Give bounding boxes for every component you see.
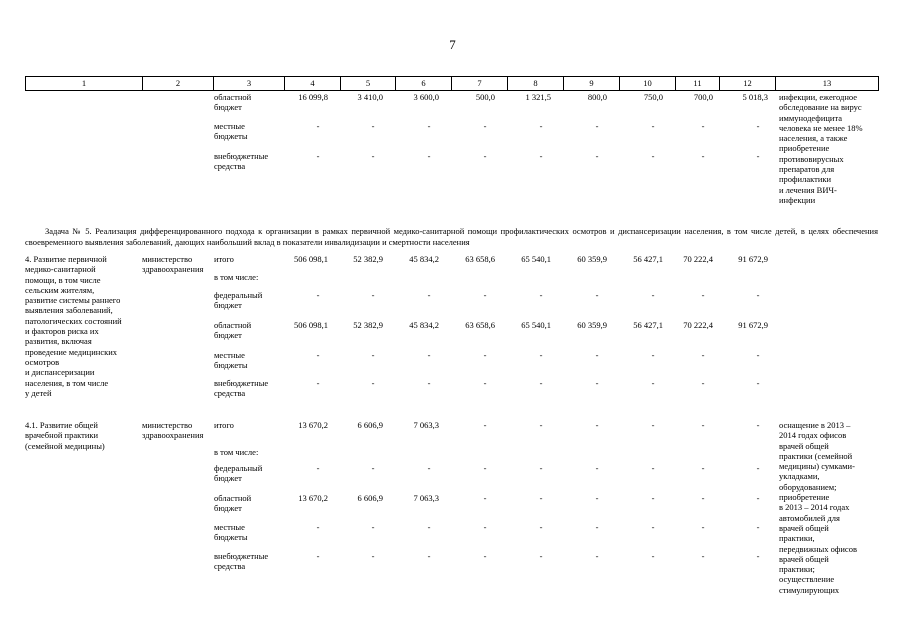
block3-value-cell: 6 606,9: [357, 420, 383, 430]
block3-name-line: врачебной практики: [25, 430, 99, 441]
block2-value-cell: -: [701, 290, 705, 300]
block2-value-cell: 506 098,1: [294, 254, 328, 264]
block2-source-label: [214, 378, 268, 399]
block2-value-cell: -: [483, 350, 487, 360]
block3-value-cell: -: [651, 420, 655, 430]
block1-value-cell: -: [595, 121, 599, 131]
block2-value-cell: -: [701, 350, 705, 360]
block2-value-cell: 60 359,9: [577, 254, 607, 264]
column-number: 8: [508, 77, 564, 91]
block2-value-cell: 70 222,4: [683, 320, 713, 330]
block2-value-cell: 63 658,6: [465, 254, 495, 264]
block3-source-label: [214, 493, 251, 514]
block1-note-line: и лечения ВИЧ-: [779, 184, 837, 195]
block2-value-cell: 60 359,9: [577, 320, 607, 330]
block2-executor-line: министерство: [142, 254, 193, 264]
block1-source-label: [214, 121, 248, 142]
block3-note-line: в 2013 – 2014 годах: [779, 502, 850, 513]
block1-note-line: иммунодефицита: [779, 112, 843, 123]
block2-source-label-line: итого: [214, 254, 234, 264]
block3-note-line: практики (семейной: [779, 450, 853, 461]
block3-note-line: практики,: [779, 533, 815, 544]
block3-value-cell: -: [371, 551, 375, 561]
block2-value-cell: -: [427, 350, 431, 360]
block2-executor-line: здравоохранения: [142, 264, 204, 275]
block1-value-cell: 750,0: [643, 92, 663, 102]
block1-value-cell: -: [756, 121, 760, 131]
block2-value-cell: -: [595, 378, 599, 388]
column-number: 12: [720, 77, 776, 91]
block2-name-line: населения, в том числе: [25, 377, 109, 388]
block3-value-cell: -: [595, 551, 599, 561]
block1-value-cell: 500,0: [475, 92, 495, 102]
block3-value-cell: -: [701, 420, 705, 430]
block3-executor: [142, 420, 203, 441]
block1-source-label-line: областной: [214, 92, 252, 102]
block2-value-cell: -: [316, 290, 320, 300]
block3-value-cell: -: [651, 463, 655, 473]
block2-value-cell: -: [316, 350, 320, 360]
block2-value-cell: -: [371, 290, 375, 300]
block3-executor-line: министерство: [142, 420, 193, 430]
block3-value-cell: 6 606,9: [357, 493, 383, 503]
block2-value-cell: 70 222,4: [683, 254, 713, 264]
block3-value-cell: 13 670,2: [298, 493, 328, 503]
block3-value-cell: -: [595, 493, 599, 503]
block3-source-label: [214, 447, 258, 457]
column-number: 6: [396, 77, 452, 91]
block3-value-cell: -: [539, 463, 543, 473]
block3-value-cell: -: [371, 463, 375, 473]
block2-value-cell: 45 834,2: [409, 320, 439, 330]
block3-value-cell: -: [756, 420, 760, 430]
block1-note-line: человека не менее 18%: [779, 122, 863, 133]
block2-name-line: развития, включая: [25, 336, 92, 347]
block2-value-cell: 65 540,1: [521, 254, 551, 264]
column-number: 4: [285, 77, 341, 91]
block3-note-line: оборудованием;: [779, 481, 837, 492]
block2-value-cell: -: [539, 378, 543, 388]
block3-name-line: (семейной медицины): [25, 440, 105, 451]
block2-value-cell: -: [483, 290, 487, 300]
block1-source-label-line: бюджеты: [214, 131, 248, 142]
block1-note-line: препаратов для: [779, 164, 835, 175]
block2-value-cell: -: [701, 378, 705, 388]
block3-value-cell: -: [756, 493, 760, 503]
block3-value-cell: 7 063,3: [413, 493, 439, 503]
block3-value-cell: -: [539, 522, 543, 532]
block3-note-line: стимулирующих: [779, 584, 840, 595]
column-number: 13: [776, 77, 879, 91]
block3-source-label: [214, 551, 268, 572]
block3-note-line: практики;: [779, 564, 815, 575]
block3-source-label: [214, 522, 248, 543]
block2-name-line: развитие системы раннего: [25, 295, 121, 306]
block2-name-line: выявления заболеваний,: [25, 305, 113, 316]
block1-note-line: приобретение: [779, 143, 830, 154]
block3-source-label-line: средства: [214, 561, 246, 572]
block2-value-cell: 63 658,6: [465, 320, 495, 330]
block3-source-label-line: внебюджетные: [214, 551, 269, 561]
block3-value-cell: -: [595, 463, 599, 473]
block3-value-cell: -: [595, 420, 599, 430]
column-number: 2: [143, 77, 214, 91]
block2-source-label-line: бюджет: [214, 300, 242, 311]
column-number: 11: [676, 77, 720, 91]
block2-value-cell: 45 834,2: [409, 254, 439, 264]
block3-source-label-line: итого: [214, 420, 234, 430]
block3-source-label-line: в том числе:: [214, 447, 259, 457]
block3-note-line: врачей общей: [779, 522, 829, 533]
block2-source-label-line: бюджет: [214, 330, 242, 341]
block2-name-line: проведение медицинских: [25, 346, 118, 357]
block1-value-cell: -: [427, 151, 431, 161]
block1-source-label-line: средства: [214, 161, 246, 172]
block2-value-cell: -: [539, 290, 543, 300]
block2-value-cell: -: [595, 350, 599, 360]
block1-source-label-line: бюджет: [214, 102, 242, 113]
block1-value-cell: -: [701, 121, 705, 131]
block3-note-line: передвижных офисов: [779, 543, 857, 554]
block3-note-line: приобретение: [779, 492, 830, 503]
block2-source-label: [214, 290, 262, 311]
block3-value-cell: -: [701, 522, 705, 532]
block3-value-cell: 13 670,2: [298, 420, 328, 430]
block1-note-line: профилактики: [779, 174, 832, 185]
block2-value-cell: 52 382,9: [353, 254, 383, 264]
block1-value-cell: -: [427, 121, 431, 131]
column-number: 3: [214, 77, 285, 91]
block2-value-cell: -: [316, 378, 320, 388]
block3-note-line: врачей общей: [779, 440, 829, 451]
block3-source-label-line: местные: [214, 522, 245, 532]
block1-value-cell: -: [756, 151, 760, 161]
block2-value-cell: -: [539, 350, 543, 360]
block2-value-cell: 52 382,9: [353, 320, 383, 330]
block2-source-label: [214, 320, 251, 341]
block1-value-cell: -: [539, 151, 543, 161]
block2-source-label-line: внебюджетные: [214, 378, 269, 388]
block2-name: [25, 254, 122, 398]
block3-value-cell: -: [701, 493, 705, 503]
block1-value-cell: -: [483, 151, 487, 161]
block3-source-label: [214, 463, 262, 484]
block3-value-cell: -: [756, 551, 760, 561]
block2-name-line: медико-санитарной: [25, 264, 96, 275]
block2-value-cell: -: [371, 378, 375, 388]
block1-source-label: [214, 151, 268, 172]
block2-source-label: [214, 350, 248, 371]
block2-value-cell: 56 427,1: [633, 254, 663, 264]
block3-value-cell: -: [316, 463, 320, 473]
block3-value-cell: -: [651, 493, 655, 503]
block3-source-label-line: бюджет: [214, 473, 242, 484]
block3-value-cell: -: [483, 493, 487, 503]
block3-value-cell: 7 063,3: [413, 420, 439, 430]
column-number: 7: [452, 77, 508, 91]
block2-value-cell: -: [483, 378, 487, 388]
block1-value-cell: -: [371, 151, 375, 161]
block3-value-cell: -: [701, 551, 705, 561]
block2-value-cell: -: [651, 350, 655, 360]
block1-note-line: населения, а также: [779, 133, 848, 144]
block3-source-label-line: бюджет: [214, 503, 242, 514]
block1-value-cell: 700,0: [693, 92, 713, 102]
block1-value-cell: -: [651, 121, 655, 131]
block1-value-cell: 3 410,0: [357, 92, 383, 102]
block3-value-cell: -: [483, 420, 487, 430]
block3-value-cell: -: [427, 551, 431, 561]
block3-value-cell: -: [756, 463, 760, 473]
block2-source-label-line: средства: [214, 388, 246, 399]
block2-source-label-line: федеральный: [214, 290, 263, 300]
block3-value-cell: -: [651, 551, 655, 561]
block1-value-cell: 800,0: [587, 92, 607, 102]
block3-note-line: оснащение в 2013 –: [779, 420, 851, 430]
block2-value-cell: -: [756, 350, 760, 360]
block3-note: [779, 420, 857, 595]
column-number: 1: [26, 77, 143, 91]
block3-value-cell: -: [595, 522, 599, 532]
block3-value-cell: -: [539, 420, 543, 430]
block1-value-cell: -: [483, 121, 487, 131]
block2-value-cell: -: [427, 290, 431, 300]
page-number: 7: [449, 37, 456, 52]
block3-value-cell: -: [651, 522, 655, 532]
block3-value-cell: -: [316, 551, 320, 561]
block3-source-label-line: областной: [214, 493, 252, 503]
block1-value-cell: -: [316, 151, 320, 161]
block3-value-cell: -: [483, 551, 487, 561]
block2-name-line: 4. Развитие первичной: [25, 254, 107, 264]
block3-value-cell: -: [483, 463, 487, 473]
column-number: 9: [564, 77, 620, 91]
block3-value-cell: -: [427, 522, 431, 532]
block3-note-line: осуществление: [779, 574, 835, 585]
block2-name-line: и факторов риска их: [25, 326, 99, 337]
block2-executor: [142, 254, 203, 275]
column-header-row: [25, 76, 879, 91]
block2-name-line: и диспансеризации: [25, 367, 95, 378]
block2-name-line: осмотров: [25, 356, 60, 367]
block2-value-cell: -: [756, 290, 760, 300]
block3-source-label-line: федеральный: [214, 463, 263, 473]
block2-value-cell: -: [651, 290, 655, 300]
block3-note-line: 2014 годах офисов: [779, 430, 847, 441]
block3-source-label-line: бюджеты: [214, 532, 248, 543]
block1-value-cell: 16 099,8: [298, 92, 328, 102]
block2-source-label-line: местные: [214, 350, 245, 360]
task-5-heading: Задача № 5. Реализация дифференцированного подхода к организации в рамках первичной медико-санитарной помощи профилактических осмотров и диспансеризации населения, в том числе детей, в целях обеспечения своевременного выявления заболеваний, дающих наибольший вклад в показатели инвалидизации и смертности населения: [25, 226, 878, 247]
block1-source-label: [214, 92, 251, 113]
block1-note: [779, 92, 863, 205]
block3-value-cell: -: [539, 551, 543, 561]
block1-value-cell: -: [371, 121, 375, 131]
block1-value-cell: -: [651, 151, 655, 161]
block3-value-cell: -: [483, 522, 487, 532]
block2-name-line: помощи, в том числе: [25, 274, 101, 285]
block1-value-cell: 3 600,0: [413, 92, 439, 102]
block3-value-cell: -: [427, 463, 431, 473]
block3-value-cell: -: [316, 522, 320, 532]
block2-value-cell: -: [651, 378, 655, 388]
block1-source-label-line: местные: [214, 121, 245, 131]
block3-value-cell: -: [701, 463, 705, 473]
block3-note-line: автомобилей для: [779, 512, 840, 523]
block3-name-line: 4.1. Развитие общей: [25, 420, 98, 430]
block1-note-line: обследование на вирус: [779, 102, 862, 113]
block2-value-cell: -: [371, 350, 375, 360]
block2-source-label: [214, 272, 258, 282]
block2-name-line: патологических состояний: [25, 315, 122, 326]
block1-value-cell: -: [701, 151, 705, 161]
block3-value-cell: -: [539, 493, 543, 503]
block2-value-cell: 506 098,1: [294, 320, 328, 330]
block2-source-label-line: областной: [214, 320, 252, 330]
block1-note-line: инфекции, ежегодное: [779, 92, 857, 102]
block2-value-cell: 65 540,1: [521, 320, 551, 330]
block2-value-cell: 91 672,9: [738, 320, 768, 330]
block1-value-cell: 5 018,3: [742, 92, 768, 102]
block3-value-cell: -: [371, 522, 375, 532]
column-number: 5: [341, 77, 396, 91]
block3-value-cell: -: [756, 522, 760, 532]
block3-source-label: [214, 420, 234, 430]
block1-note-line: противовирусных: [779, 153, 844, 164]
block2-source-label-line: бюджеты: [214, 360, 248, 371]
block3-note-line: укладками,: [779, 471, 820, 482]
block1-value-cell: -: [316, 121, 320, 131]
block3-executor-line: здравоохранения: [142, 430, 204, 441]
block2-source-label-line: в том числе:: [214, 272, 259, 282]
block2-name-line: у детей: [25, 387, 52, 398]
block3-note-line: медицины) сумками-: [779, 461, 855, 472]
column-number: 10: [620, 77, 676, 91]
block2-value-cell: 91 672,9: [738, 254, 768, 264]
block2-value-cell: -: [427, 378, 431, 388]
block1-source-label-line: внебюджетные: [214, 151, 269, 161]
block2-source-label: [214, 254, 234, 264]
block1-value-cell: -: [595, 151, 599, 161]
block3-name: [25, 420, 105, 451]
block2-value-cell: 56 427,1: [633, 320, 663, 330]
block1-note-line: инфекции: [779, 194, 816, 205]
block1-value-cell: -: [539, 121, 543, 131]
block2-value-cell: -: [595, 290, 599, 300]
block2-name-line: сельским жителям,: [25, 284, 95, 295]
block3-note-line: врачей общей: [779, 553, 829, 564]
block1-value-cell: 1 321,5: [525, 92, 551, 102]
block2-value-cell: -: [756, 378, 760, 388]
